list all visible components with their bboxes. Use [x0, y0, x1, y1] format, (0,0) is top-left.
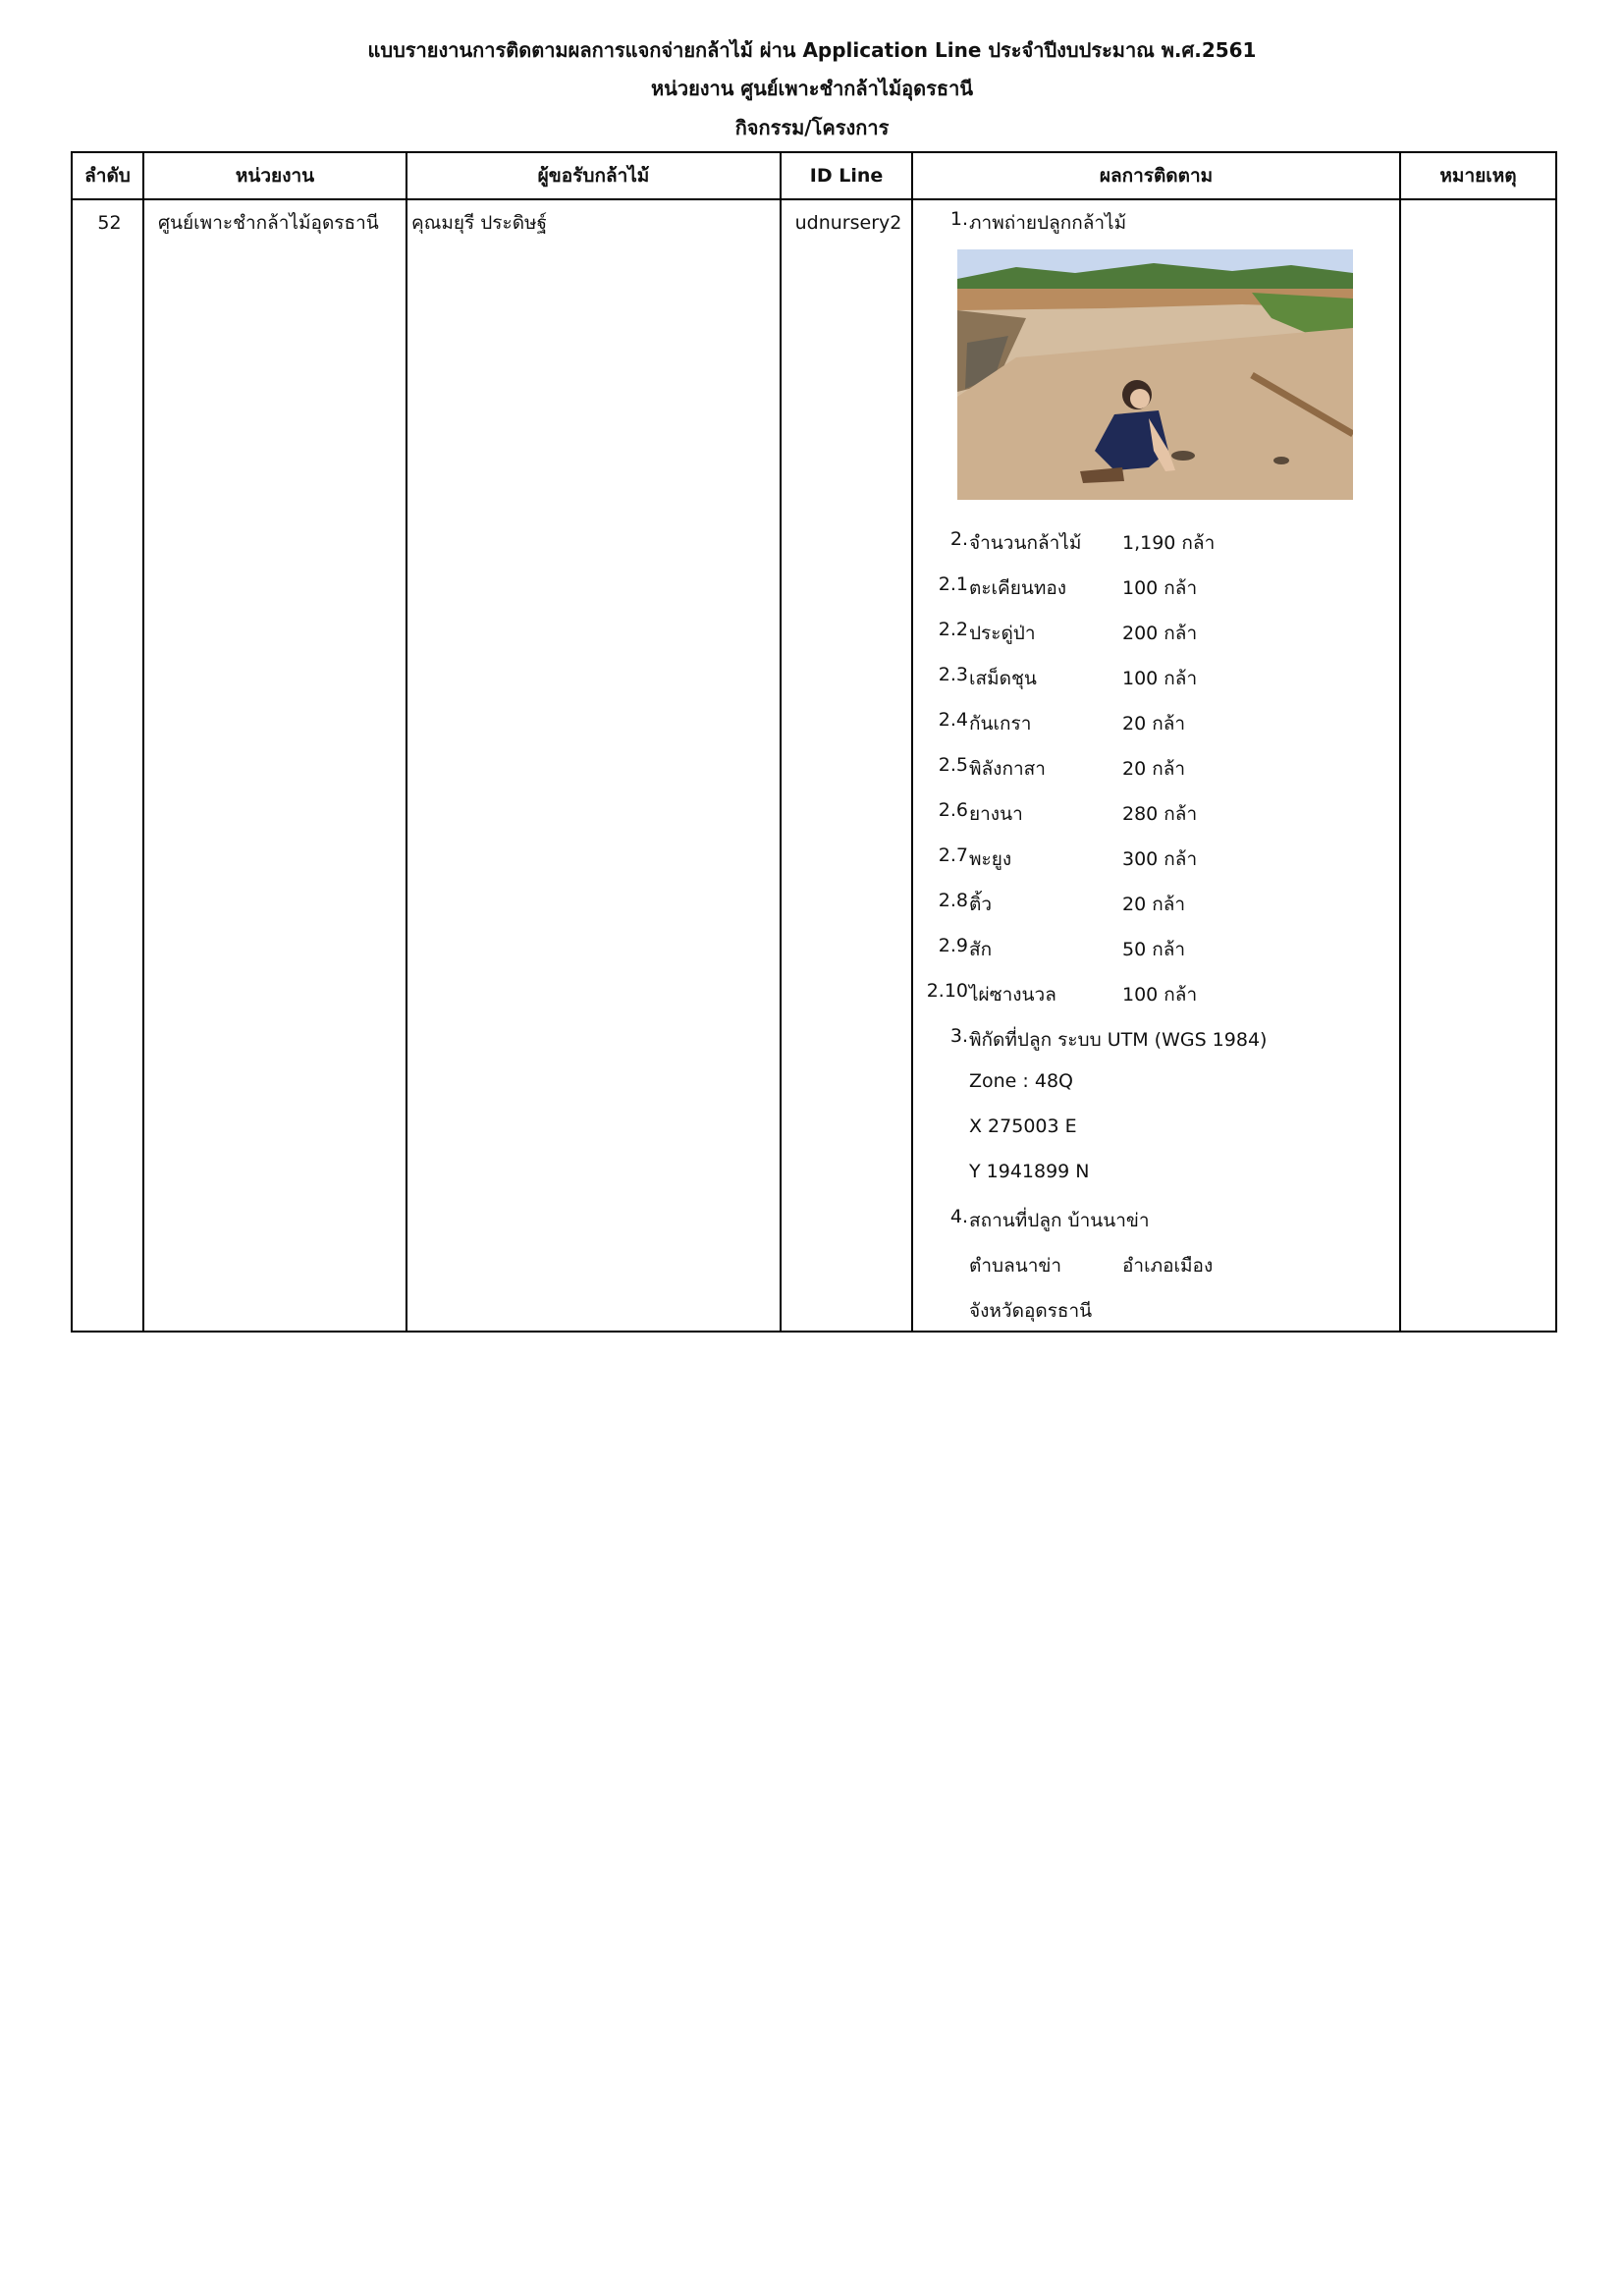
- planting-photo: [957, 249, 1353, 500]
- species-item: [913, 743, 1399, 789]
- location-num: 4.: [949, 1206, 968, 1227]
- species-qty: 280 กล้า: [1122, 803, 1198, 825]
- result-photo-num: 1.: [949, 208, 968, 230]
- species-name: ประดู่ป่า: [969, 623, 1036, 644]
- species-item: [913, 879, 1399, 924]
- cell-remark: [1400, 199, 1556, 1332]
- species-item: [913, 563, 1399, 608]
- species-item: [913, 789, 1399, 834]
- col-header-id-line: ID Line: [781, 152, 912, 199]
- location-subdistrict: ตำบลนาข่า: [969, 1255, 1062, 1277]
- result-coords: [913, 1014, 1399, 1060]
- species-item: [913, 969, 1399, 1014]
- col-header-unit: หน่วยงาน: [143, 152, 406, 199]
- species-name: ติ้ว: [969, 894, 993, 915]
- species-item: [913, 834, 1399, 879]
- species-qty: 200 กล้า: [1122, 623, 1198, 644]
- species-name: เสม็ดชุน: [969, 668, 1037, 689]
- result-photo-label: ภาพถ่ายปลูกกล้าไม้: [969, 212, 1127, 234]
- coords-zone-line: [913, 1060, 1399, 1105]
- cell-id-line: [781, 199, 912, 1332]
- species-name: พิลังกาสา: [969, 758, 1046, 780]
- location-province-line: [913, 1285, 1399, 1331]
- row-no: 52: [97, 212, 122, 234]
- coords-label: พิกัดที่ปลูก ระบบ UTM (WGS 1984): [969, 1029, 1268, 1051]
- species-num: 2.4: [938, 709, 968, 731]
- species-num: 2.9: [938, 935, 968, 956]
- col-header-result: ผลการติดตาม: [912, 152, 1400, 199]
- coords-num: 3.: [949, 1025, 968, 1047]
- species-qty: 100 กล้า: [1122, 668, 1198, 689]
- cell-result: [912, 199, 1400, 1332]
- coords-zone: Zone : 48Q: [969, 1070, 1073, 1092]
- row-requester: คุณมยุรี ประดิษฐ์: [411, 212, 548, 234]
- species-item: [913, 608, 1399, 653]
- species-qty: 50 กล้า: [1122, 939, 1186, 960]
- species-num: 2.10: [926, 980, 968, 1002]
- report-table: [71, 151, 1557, 1333]
- unit-line: หน่วยงาน ศูนย์เพาะชำกล้าไม้อุดรธานี: [650, 77, 973, 100]
- species-num: 2.1: [938, 573, 968, 595]
- coords-x: X 275003 E: [969, 1115, 1077, 1137]
- cell-requester: [406, 199, 781, 1332]
- cell-no: [72, 199, 143, 1332]
- species-name: พะยูง: [969, 848, 1012, 870]
- species-qty: 20 กล้า: [1122, 713, 1186, 734]
- species-item: [913, 698, 1399, 743]
- location-label: สถานที่ปลูก บ้านนาข่า: [969, 1210, 1150, 1231]
- species-qty: 20 กล้า: [1122, 894, 1186, 915]
- row-id-line: udnursery2: [794, 212, 902, 234]
- result-total-num: 2.: [949, 528, 968, 550]
- species-name: ไผ่ซางนวล: [969, 984, 1056, 1006]
- species-qty: 100 กล้า: [1122, 984, 1198, 1006]
- coords-y-line: [913, 1150, 1399, 1195]
- coords-y: Y 1941899 N: [969, 1161, 1090, 1182]
- result-photo-heading: [913, 200, 1399, 240]
- location-province: จังหวัดอุดรธานี: [969, 1300, 1093, 1322]
- row-unit: ศูนย์เพาะชำกล้าไม้อุดรธานี: [158, 212, 379, 234]
- species-item: [913, 653, 1399, 698]
- col-header-no: ลำดับ: [72, 152, 143, 199]
- species-qty: 20 กล้า: [1122, 758, 1186, 780]
- location-district: อำเภอเมือง: [1122, 1255, 1214, 1277]
- species-num: 2.2: [938, 619, 968, 640]
- species-name: กันเกรา: [969, 713, 1032, 734]
- species-qty: 300 กล้า: [1122, 848, 1198, 870]
- species-num: 2.8: [938, 890, 968, 911]
- species-item: [913, 924, 1399, 969]
- species-name: ตะเคียนทอง: [969, 577, 1067, 599]
- coords-x-line: [913, 1105, 1399, 1150]
- species-num: 2.3: [938, 664, 968, 685]
- species-name: ยางนา: [969, 803, 1023, 825]
- row-remark: [1401, 200, 1555, 210]
- result-location: [913, 1195, 1399, 1240]
- species-num: 2.7: [938, 844, 968, 866]
- activity-line: กิจกรรม/โครงการ: [734, 116, 890, 139]
- report-title: แบบรายงานการติดตามผลการแจกจ่ายกล้าไม้ ผ่าน Application Line ประจำปีงบประมาณ พ.ศ.2561: [367, 38, 1257, 62]
- table-header-row: [72, 152, 1556, 199]
- result-total-qty: 1,190 กล้า: [1122, 532, 1216, 554]
- result-total-label: จำนวนกล้าไม้: [969, 532, 1082, 554]
- cell-unit: [143, 199, 406, 1332]
- species-num: 2.6: [938, 799, 968, 821]
- species-name: สัก: [969, 939, 993, 960]
- location-admin-line: [913, 1240, 1399, 1285]
- col-header-requester: ผู้ขอรับกล้าไม้: [406, 152, 781, 199]
- species-qty: 100 กล้า: [1122, 577, 1198, 599]
- result-total: [913, 517, 1399, 563]
- col-header-remark: หมายเหตุ: [1400, 152, 1556, 199]
- species-num: 2.5: [938, 754, 968, 776]
- table-row: [72, 199, 1556, 1332]
